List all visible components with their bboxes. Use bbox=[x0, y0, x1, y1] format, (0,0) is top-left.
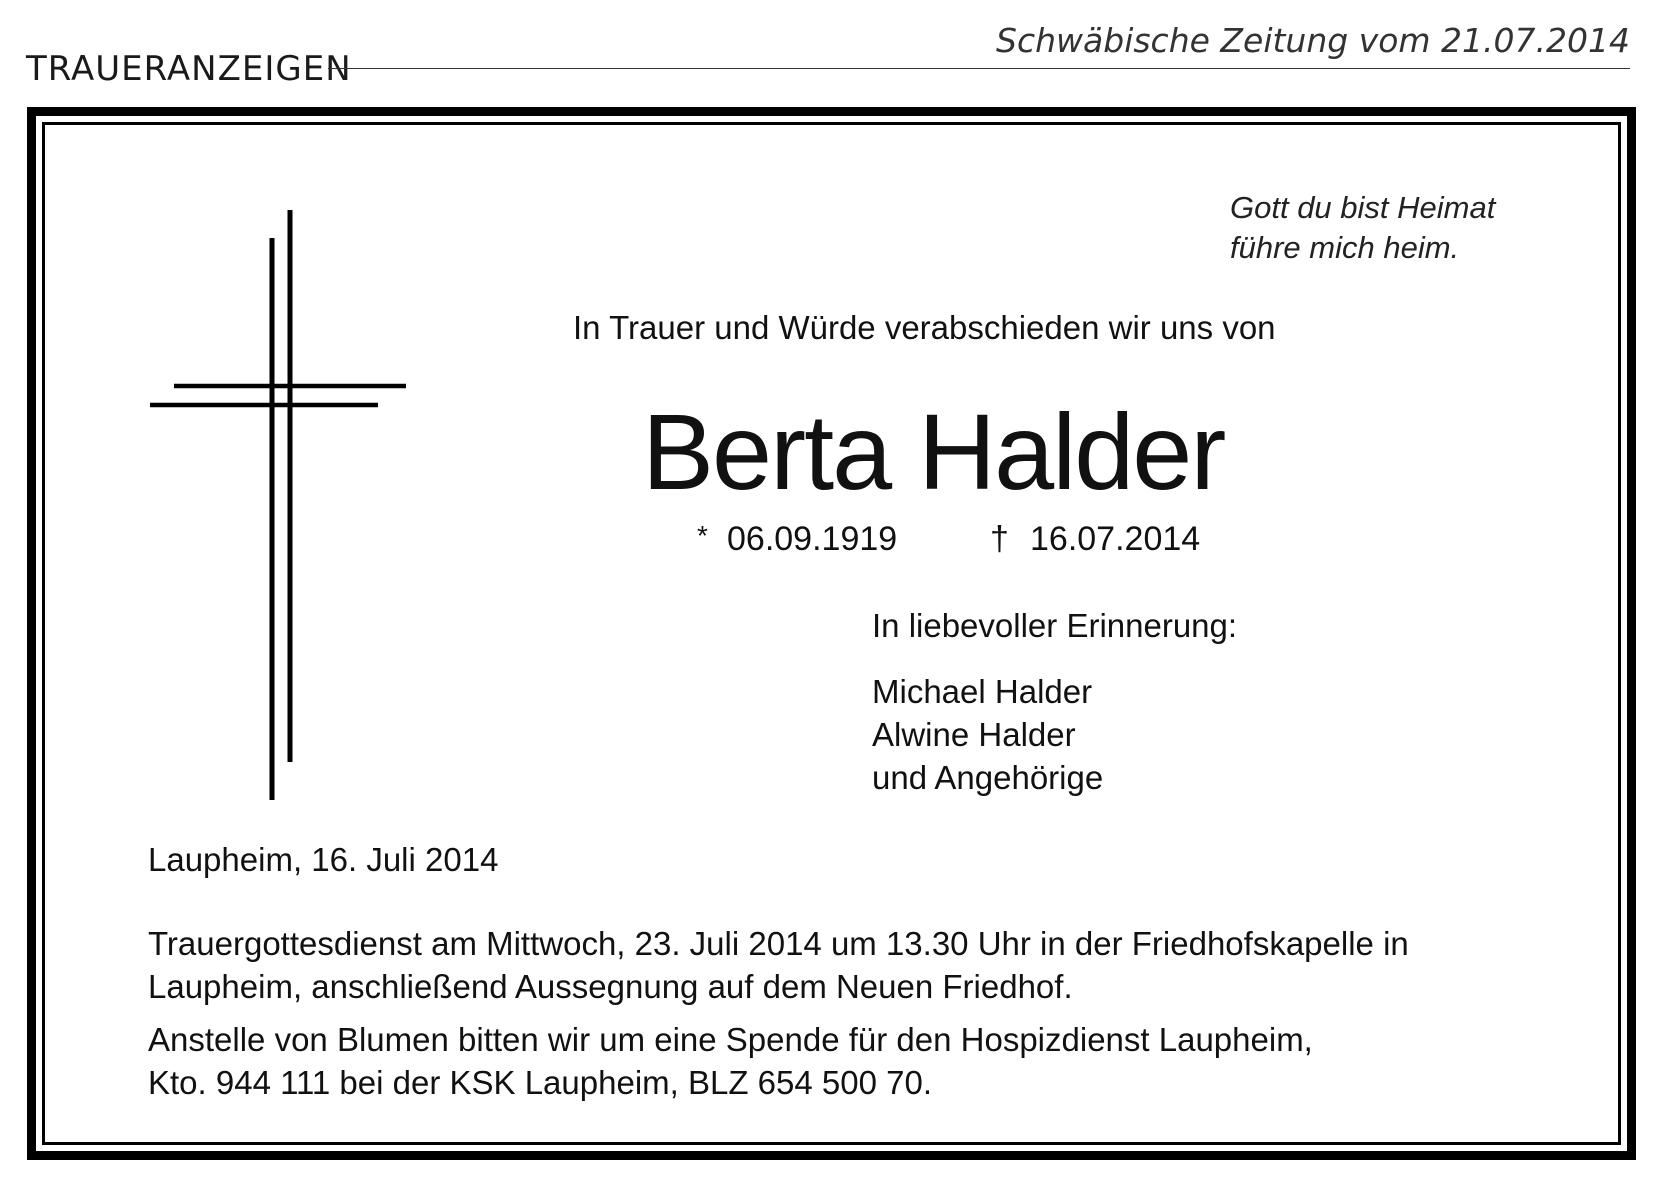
service-info-line-2: Laupheim, anschließend Aussegnung auf dem Neuen Friedhof. bbox=[148, 968, 1073, 1005]
donation-info-line-2: Kto. 944 111 bei der KSK Laupheim, BLZ 654 500 70. bbox=[148, 1064, 932, 1101]
mourner-3: und Angehörige bbox=[872, 759, 1104, 796]
birth-symbol: * bbox=[697, 520, 708, 551]
donation-info-line-1: Anstelle von Blumen bitten wir um eine Spende für den Hospizdienst Laupheim, bbox=[148, 1021, 1313, 1058]
motto-line-2: führe mich heim. bbox=[1230, 230, 1460, 265]
cross-icon bbox=[150, 210, 410, 810]
header-rule bbox=[328, 68, 1630, 69]
death-date: 16.07.2014 bbox=[1030, 520, 1201, 558]
birth-date: 06.09.1919 bbox=[727, 520, 898, 558]
motto-line-1: Gott du bist Heimat bbox=[1230, 190, 1496, 225]
intro-text: In Trauer und Würde verabschieden wir uns von bbox=[573, 309, 1276, 346]
mourner-2: Alwine Halder bbox=[872, 716, 1076, 753]
newspaper-source: Schwäbische Zeitung vom 21.07.2014 bbox=[996, 21, 1630, 60]
deceased-name: Berta Halder bbox=[642, 391, 1225, 512]
mourner-1: Michael Halder bbox=[872, 673, 1093, 710]
service-info-line-1: Trauergottesdienst am Mittwoch, 23. Juli 2014 um 13.30 Uhr in der Friedhofskapelle in bbox=[148, 925, 1409, 962]
place-date: Laupheim, 16. Juli 2014 bbox=[148, 841, 499, 878]
section-title: TRAUERANZEIGEN bbox=[26, 49, 352, 89]
remembrance-heading: In liebevoller Erinnerung: bbox=[872, 607, 1238, 644]
death-symbol: † bbox=[990, 520, 1009, 558]
